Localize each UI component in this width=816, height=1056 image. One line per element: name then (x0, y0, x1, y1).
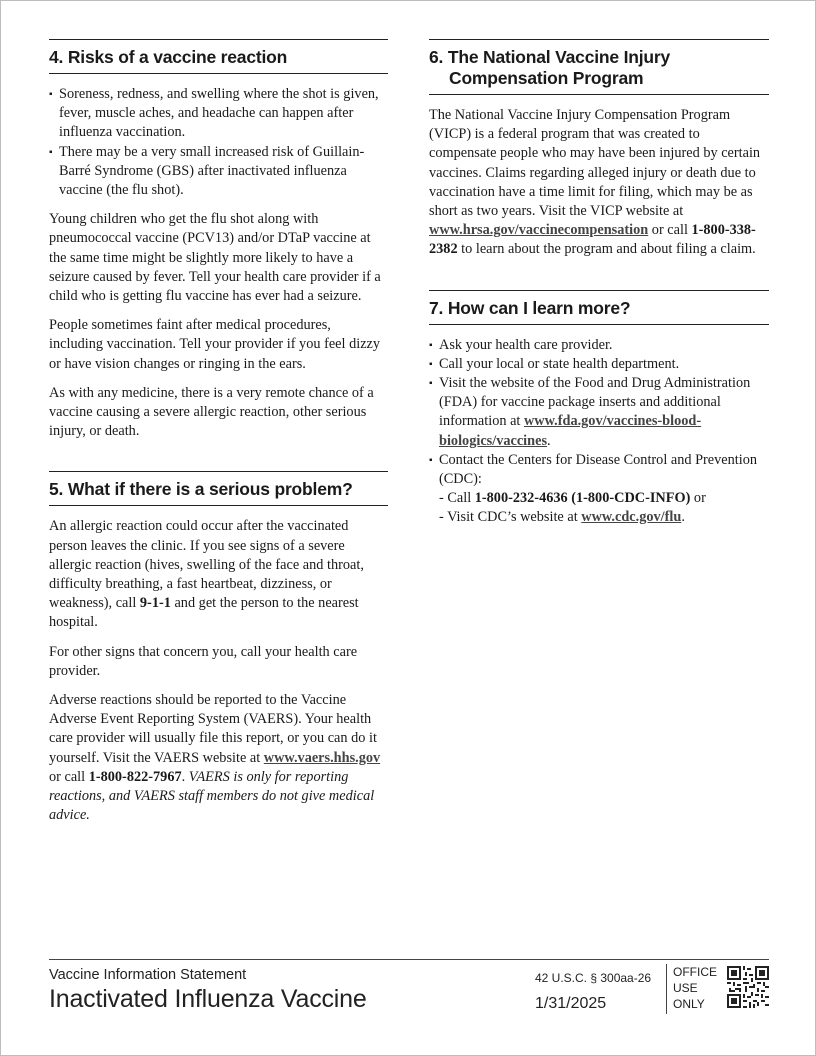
vaers-phone: 1-800-822-7967 (88, 768, 182, 785)
fda-link[interactable]: www.fda.gov/vaccines-blood-biologics/vaccines (439, 413, 702, 449)
section-4-para-faint: People sometimes faint after medical procedures, including vaccination. Tell your provider if you feel dizzy or have vision changes or ringing in the ears. (49, 317, 381, 372)
section-6-para (429, 106, 769, 260)
text: The National Vaccine Injury Compensation Program (VICP) is a federal program that was created to compensate people who may have been injured by certain vaccines. Claims regarding alleged injury or death due to vaccination have a time limit for filing, which may be as short as two years. Visit the VICP website at (429, 107, 761, 220)
text: or call (648, 222, 692, 239)
text: Visit the website of the Food and Drug Administration (FDA) for vaccine package inserts and additional information at (439, 375, 751, 430)
section-4-bullets (49, 85, 388, 200)
emergency-number: 9-1-1 (139, 595, 171, 612)
section-5-heading: 5. What if there is a serious problem? (49, 471, 388, 506)
text: - Call (439, 490, 475, 507)
heading-line: 6. The National Vaccine Injury (429, 47, 671, 67)
text: - Visit CDC’s website at (439, 509, 582, 526)
vicp-link[interactable]: www.hrsa.gov/vaccinecompensation (429, 222, 649, 239)
section-5-para-other: For other signs that concern you, call your health care provider. (49, 643, 358, 679)
vaers-note: VAERS is only for reporting reactions, and VAERS staff members do not give medical advice. (49, 768, 375, 824)
vaers-link[interactable]: www.vaers.hhs.gov (263, 749, 381, 766)
office-use-box (666, 964, 717, 1014)
section-4-para-seizure: Young children who get the flu shot along with pneumococcal vaccine (PCV13) and/or DTaP vaccine at the same time might be slightly more likely to have a seizure caused by fever. Tell your health care provider if a child who is getting flu vaccine has ever had a seizure. (49, 211, 381, 305)
cdc-link[interactable]: www.cdc.gov/flu (581, 509, 682, 526)
text: . (681, 509, 685, 526)
list-item (439, 508, 769, 527)
section-4-heading: 4. Risks of a vaccine reaction (49, 39, 388, 74)
list-item: ▪ Ask your health care provider. (429, 336, 769, 355)
text: . (547, 432, 551, 449)
footer-date: 1/31/2025 (535, 995, 607, 1012)
right-column (429, 39, 769, 538)
footer-title: Inactivated Influenza Vaccine (49, 985, 367, 1013)
section-5-para-allergic (49, 517, 388, 632)
text: or (690, 490, 706, 507)
list-item (429, 451, 769, 528)
text: and get the person to the nearest hospital. (49, 595, 359, 631)
text: An allergic reaction could occur after the vaccinated person leaves the clinic. If you see signs of a severe allergic reaction (hives, swelling of the face and throat, difficulty breathing, a fast heartbeat, dizziness, or weakness), call (49, 518, 364, 612)
section-7-heading: 7. How can I learn more? (429, 290, 769, 325)
left-column (49, 39, 388, 836)
list-item: ▪ Call your local or state health department. (429, 355, 769, 374)
text: Adverse reactions should be reported to the Vaccine Adverse Event Reporting System (VAERS). Your health care provider will usually file this report, or you can do it yourself. Visit the VAERS website at (49, 692, 377, 766)
section-7-bullets (429, 336, 769, 528)
list-item (429, 374, 769, 451)
qr-code-icon (727, 966, 769, 1008)
heading-line: Compensation Program (449, 68, 644, 88)
list-item: ▪ Soreness, redness, and swelling where the shot is given, fever, muscle aches, and headache can happen after influenza vaccination. (49, 85, 388, 143)
footer-law: 42 U.S.C. § 300aa-26 (535, 971, 652, 985)
list-item: ▪ There may be a very small increased risk of Guillain-Barré Syndrome (GBS) after inactivated influenza vaccine (the flu shot). (49, 143, 388, 201)
text: Contact the Centers for Disease Control and Prevention (CDC): (439, 451, 758, 488)
section-4-para-allergic: As with any medicine, there is a very remote chance of a vaccine causing a severe allergic reaction, other serious injury, or death. (49, 384, 374, 440)
text: or call (49, 768, 89, 785)
office-line: OFFICE (673, 965, 717, 979)
vicp-phone: 1-800-338-2382 (429, 222, 756, 258)
section-5-para-vaers (49, 691, 388, 825)
cdc-sublist (439, 489, 769, 527)
text: . (181, 768, 189, 785)
section-6-heading (429, 39, 769, 95)
list-item (439, 489, 769, 508)
office-line: USE (673, 981, 698, 995)
footer (49, 959, 769, 1020)
footer-label: Vaccine Information Statement (49, 967, 247, 983)
office-line: ONLY (673, 997, 705, 1011)
text: to learn about the program and about filing a claim. (457, 241, 756, 258)
cdc-phone: 1-800-232-4636 (1-800-CDC-INFO) (474, 490, 691, 507)
